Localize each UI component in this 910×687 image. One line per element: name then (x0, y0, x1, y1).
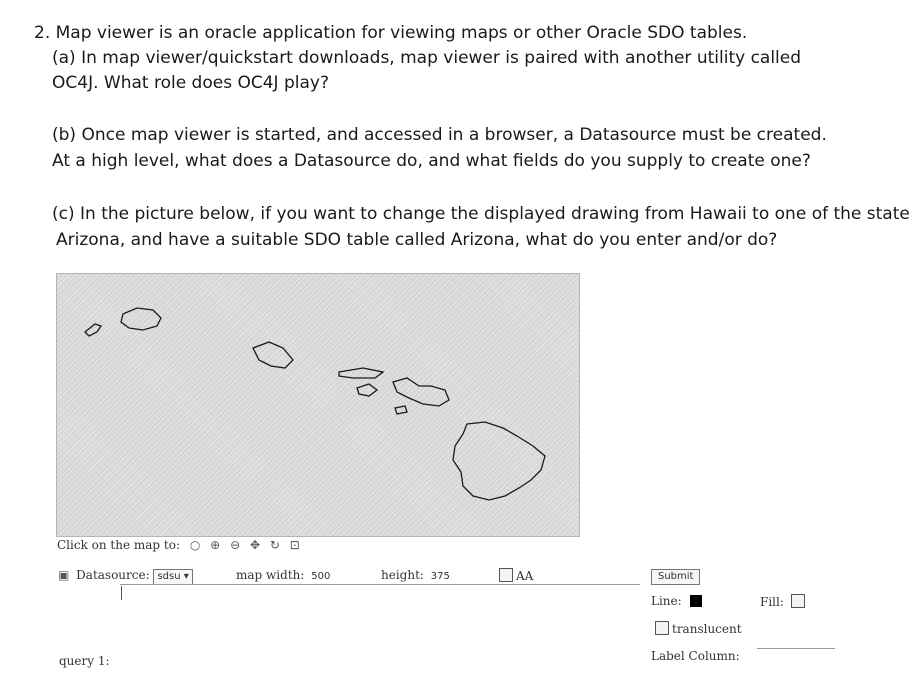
translucent-label: translucent (672, 622, 742, 636)
island-molokai (339, 368, 383, 378)
submit-button[interactable]: Submit (651, 569, 700, 585)
map-width-input[interactable]: 500 (308, 570, 333, 585)
datasource-select[interactable] (153, 569, 192, 585)
question-b-line2: At a high level, what does a Datasource do, and what fields do you supply to create one? (52, 151, 811, 171)
map-width-label: map width: (236, 568, 305, 582)
fill-control (760, 594, 808, 609)
text-cursor (121, 586, 122, 600)
height-control (381, 568, 453, 585)
question-a-line2: OC4J. What role does OC4J play? (52, 73, 329, 93)
aa-label: AA (516, 569, 534, 583)
island-kahoolawe (395, 406, 407, 414)
question-b-line1: (b) Once map viewer is started, and accessed in a browser, a Datasource must be created. (52, 125, 827, 145)
height-input[interactable]: 375 (428, 570, 453, 585)
fill-color-swatch[interactable] (791, 594, 805, 608)
zoom-in-icon[interactable]: ⊕ (210, 538, 221, 552)
submit-area (651, 568, 700, 585)
question-intro: 2. Map viewer is an oracle application for viewing maps or other Oracle SDO tables. (34, 23, 748, 43)
recenter-icon[interactable]: ○ (189, 538, 201, 552)
label-column-control (651, 649, 740, 663)
map-canvas[interactable] (56, 273, 580, 537)
pan-icon[interactable]: ✥ (249, 538, 261, 552)
question-c-line2: Arizona, and have a suitable SDO table called Arizona, what do you enter and/or do? (56, 230, 778, 250)
line-control (651, 594, 702, 608)
island-hawaii (453, 422, 545, 500)
map-width-control (236, 568, 333, 585)
island-niihau (85, 324, 101, 336)
aa-checkbox[interactable] (499, 568, 513, 582)
translucent-control (655, 621, 742, 636)
label-column-label: Label Column: (651, 649, 740, 663)
zoom-out-icon[interactable]: ⊖ (230, 538, 241, 552)
height-label: height: (381, 568, 424, 582)
island-maui (393, 378, 449, 406)
click-label: Click on the map to: (57, 538, 181, 552)
fill-label: Fill: (760, 595, 784, 609)
line-color-swatch[interactable] (690, 595, 702, 607)
zoom-box-icon[interactable]: ⊡ (289, 538, 300, 552)
island-lanai (357, 384, 377, 396)
datasource-icon: ▣ (58, 568, 70, 582)
label-column-input[interactable] (757, 648, 835, 649)
datasource-control (58, 568, 193, 585)
line-label: Line: (651, 594, 682, 608)
aa-control (499, 568, 533, 583)
refresh-icon[interactable]: ↻ (269, 538, 280, 552)
island-oahu (253, 342, 293, 368)
datasource-value: sdsu (157, 571, 181, 582)
hawaii-map-drawing (57, 274, 579, 536)
question-c-line1: (c) In the picture below, if you want to change the displayed drawing from Hawaii to one of the state (52, 204, 910, 224)
query-textarea-border (120, 584, 640, 585)
click-map-row (57, 538, 300, 552)
translucent-checkbox[interactable] (655, 621, 669, 635)
datasource-label: Datasource: (76, 568, 150, 582)
question-a-line1: (a) In map viewer/quickstart downloads, map viewer is paired with another utility called (52, 48, 802, 68)
chevron-down-icon: ▾ (183, 571, 189, 582)
island-kauai (121, 308, 161, 330)
query-label: query 1: (59, 654, 110, 668)
